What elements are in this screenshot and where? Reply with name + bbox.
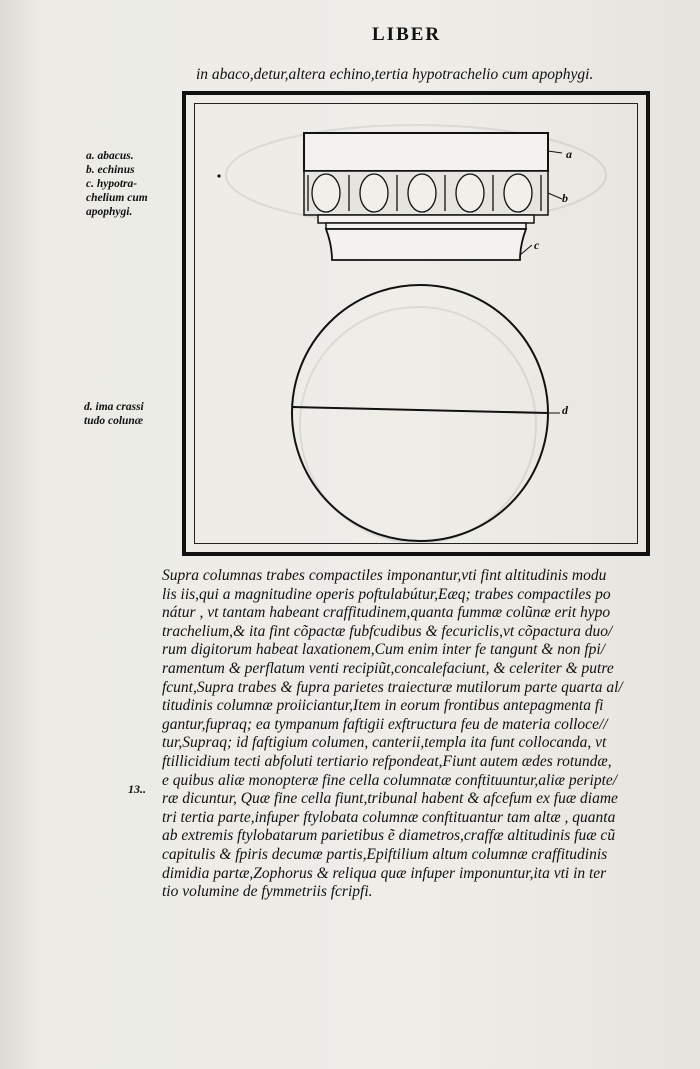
text-line: tri tertia parte,infuper ftylobata columnæ conftituantur tam altæ , quanta xyxy=(162,808,616,826)
abacus-block xyxy=(304,133,548,171)
text-line: ab extremis ftylobatarum parietibus ẽ diametros,craffæ altitudinis fuæ cũ xyxy=(162,827,616,845)
margin-note-d1: d. ima crassi xyxy=(84,401,144,413)
margin-note-c3: apophygi. xyxy=(86,206,133,218)
text-line: ftillicidium tecti abfoluti tertiario refpondeat,Fiunt autem ædes rotundæ, xyxy=(162,752,612,770)
text-line: ramentum & perflatum venti recipiũt,concalefaciunt, & celeriter & putre xyxy=(162,659,614,677)
main-text-block xyxy=(162,567,662,902)
text-line: dimidia partæ,Zophorus & reliqua quæ infuper imponuntur,ita vti in ter xyxy=(162,864,607,882)
margin-note-c1: c. hypotra- xyxy=(86,178,138,190)
figure-label-b: b xyxy=(562,191,568,205)
text-line: ræ dicuntur, Quæ fine cella fiunt,tribunal habent & afcefum ex fuæ diame xyxy=(162,790,618,808)
first-text-line: in abaco,detur,altera echino,tertia hypotrachelio cum apophygi. xyxy=(196,66,594,83)
text-line: e quibus aliæ monopteræ fine cella columnatæ conftituuntur,aliæ peripte/ xyxy=(162,771,618,789)
text-line: trachelium,& ita fint cõpactæ fubfcudibus & fecuriclis,vt cõpactura duo/ xyxy=(162,622,613,640)
text-line: fcunt,Supra trabes & fupra parietes traiecturæ mutilorum parte quarta al/ xyxy=(162,678,623,696)
margin-note-b: b. echinus xyxy=(86,164,135,176)
hypotrachelium-shape xyxy=(326,229,526,260)
text-line: gantur,fupraq; ea tympanum faftigii exftructura feu de materia colloce// xyxy=(162,715,608,733)
margin-note-c2: chelium cum xyxy=(86,192,148,204)
text-line: rum digitorum habeat laxationem,Cum enim inter fe tangunt & non fpi/ xyxy=(162,641,606,659)
margin-note-a: a. abacus. xyxy=(86,150,134,162)
text-line: tio volumine de fymmetriis fcripfi. xyxy=(162,883,373,901)
figure-label-c: c xyxy=(534,238,540,252)
text-line: Supra columnas trabes compactiles imponantur,vti fint altitudinis modu xyxy=(162,567,607,584)
margin-note-d2: tudo colunæ xyxy=(84,415,144,427)
woodcut-figure xyxy=(182,91,650,556)
text-line: lis iis,qui a magnitudine operis poftulabútur,Eæq; trabes compactiles po xyxy=(162,585,611,603)
running-header: LIBER xyxy=(372,24,442,45)
figure-label-a: a xyxy=(566,147,572,161)
margin-note-diameter xyxy=(84,400,180,428)
capital-and-column-drawing xyxy=(186,95,646,552)
text-line: titudinis columnæ proiiciantur,Item in eorum frontibus antepagmenta fi xyxy=(162,697,604,715)
bleed-through-text xyxy=(120,82,123,95)
figure-label-d: d xyxy=(562,403,568,417)
margin-note-capital-parts xyxy=(86,149,186,219)
text-line: capitulis & fpiris decumæ partis,Epiftilium altum columnæ craffitudinis xyxy=(162,845,608,863)
text-line: tur,Supraq; id faftigium columen, canterii,templa ita funt collocanda, vt xyxy=(162,734,607,752)
margin-note-number: 13.. xyxy=(128,782,146,796)
text-line: nátur , vt tantam habeant craffitudinem,quanta fummæ colũnæ erit hypo xyxy=(162,604,611,622)
diameter-line xyxy=(292,407,548,413)
